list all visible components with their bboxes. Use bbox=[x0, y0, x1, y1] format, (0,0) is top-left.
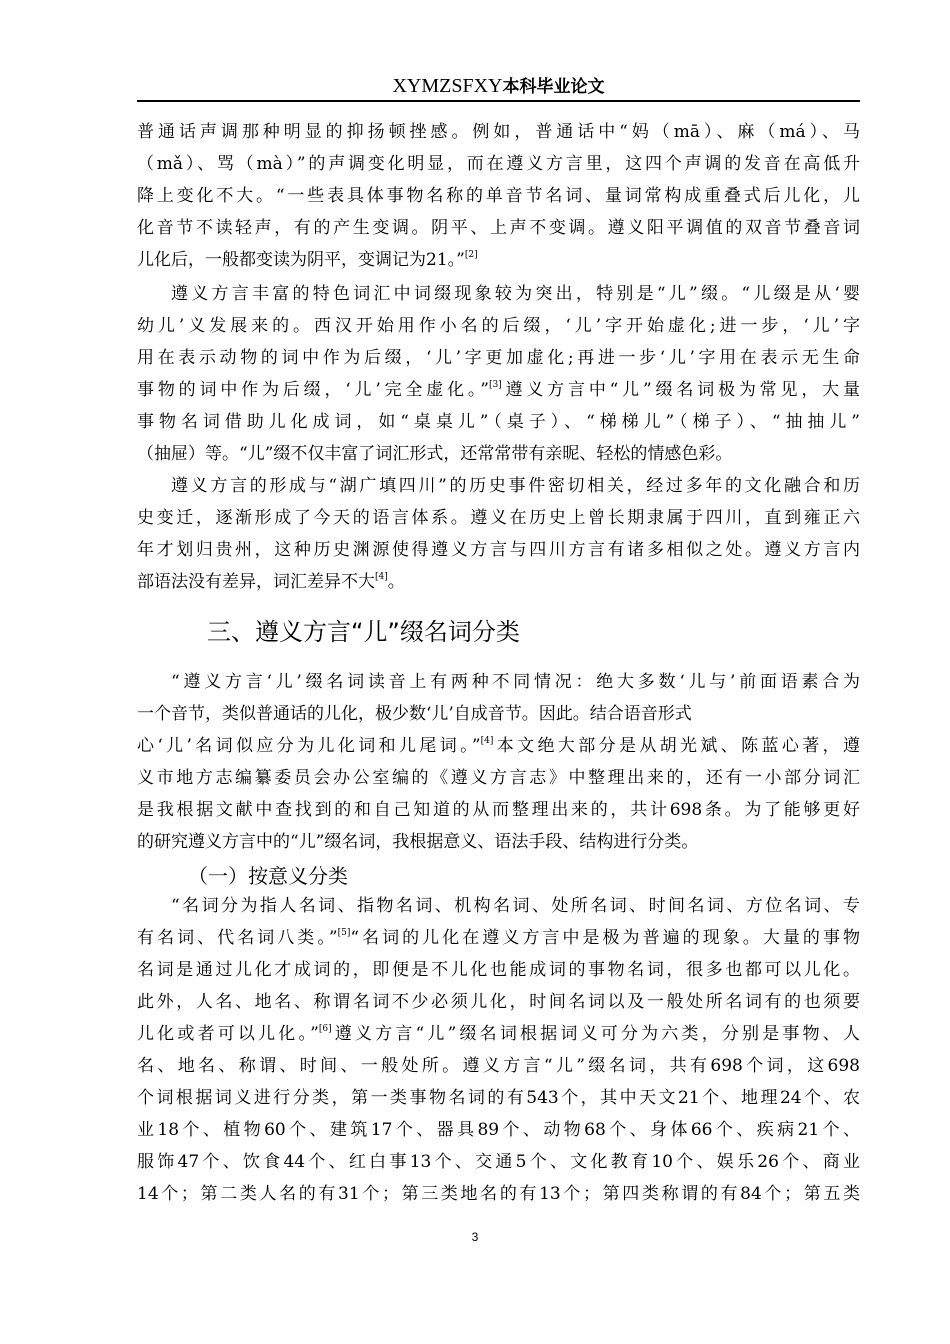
page-header bbox=[137, 72, 860, 102]
citation-ref: [6] bbox=[318, 1024, 332, 1034]
text-run: 儿化后，一般都变读为阴平，变调记为21。” bbox=[137, 250, 465, 270]
paragraph-3 bbox=[137, 470, 860, 598]
text-line bbox=[137, 730, 860, 762]
text-run: “名词的儿化在遵义方言中是极为普遍的现象。大量的事物 bbox=[350, 928, 860, 948]
text-line: （mǎ）、骂（mà）”的声调变化明显，而在遵义方言里，这四个声调的发音在高低升 bbox=[137, 154, 860, 174]
paragraph-5 bbox=[137, 890, 860, 1210]
text-line bbox=[137, 922, 860, 954]
text-run: 心‘儿’名词似应分为儿化词和儿尾词。” bbox=[137, 736, 481, 756]
citation-ref: [4] bbox=[480, 736, 494, 746]
text-line: 遵义方言的形成与“湖广填四川”的历史事件密切相关，经过多年的文化融合和历 bbox=[171, 476, 860, 496]
text-line bbox=[137, 566, 860, 598]
citation-ref: [4] bbox=[375, 572, 388, 582]
text-run: 。 bbox=[387, 572, 405, 592]
header-title: 本科毕业论文 bbox=[502, 77, 605, 97]
section-heading: 三、遵义方言“儿”缀名词分类 bbox=[207, 618, 520, 646]
subsection-heading: （一）按意义分类 bbox=[188, 864, 348, 888]
citation-ref: [2] bbox=[464, 250, 478, 260]
citation-ref: [5] bbox=[337, 928, 351, 938]
text-run: 本文绝大部分是从胡光斌、陈蓝心著，遵 bbox=[493, 736, 860, 756]
text-line: 幼儿’义发展来的。西汉开始用作小名的后缀，‘儿’字开始虚化;进一步，‘儿’字 bbox=[137, 316, 860, 336]
header-abbreviation: XYMZSFXY bbox=[392, 75, 503, 97]
text-line: 服饰47个、饮食44个、红白事13个、交通5个、文化教育10个、娱乐26个、商业 bbox=[137, 1152, 860, 1172]
text-line bbox=[137, 244, 860, 276]
citation-ref: [3] bbox=[488, 380, 502, 390]
text-line: 化音节不读轻声，有的产生变调。阴平、上声不变调。遵义阳平调值的双音节叠音词 bbox=[137, 218, 860, 238]
text-line: 此外，人名、地名、称谓名词不少必须儿化，时间名词以及一般处所名词有的也须要 bbox=[137, 992, 860, 1012]
text-line: 年才划归贵州，这种历史渊源使得遵义方言与四川方言有诸多相似之处。遵义方言内 bbox=[137, 540, 860, 560]
text-run: 部语法没有差异，词汇差异不大 bbox=[137, 572, 375, 592]
text-line: 名、地名、称谓、时间、一般处所。遵义方言“儿”缀名词，共有698个词，这698 bbox=[137, 1056, 860, 1076]
text-line bbox=[137, 1018, 860, 1050]
text-run: 遵义方言“儿”缀名词根据词义可分为六类，分别是事物、人 bbox=[331, 1024, 860, 1044]
paragraph-1 bbox=[137, 116, 860, 276]
text-line: 用在表示动物的词中作为后缀，‘儿’字更加虚化;再进一步‘儿’字用在表示无生命 bbox=[137, 348, 860, 368]
text-line: 事物名词借助儿化成词，如“桌桌儿”（桌子）、“梯梯儿”（梯子）、“抽抽儿” bbox=[137, 412, 860, 432]
text-line bbox=[137, 374, 860, 406]
paragraph-2 bbox=[137, 278, 860, 470]
text-line: 义市地方志编纂委员会办公室编的《遵义方言志》中整理出来的，还有一小部分词汇 bbox=[137, 768, 860, 788]
text-line: 降上变化不大。“一些表具体事物名称的单音节名词、量词常构成重叠式后儿化，儿 bbox=[137, 186, 860, 206]
text-line: “遵义方言‘儿’缀名词读音上有两种不同情况：绝大多数‘儿与’前面语素合为 bbox=[171, 672, 860, 692]
text-line: “名词分为指人名词、指物名词、机构名词、处所名词、时间名词、方位名词、专 bbox=[171, 896, 860, 916]
text-line: 的研究遵义方言中的“儿”缀名词，我根据意义、语法手段、结构进行分类。 bbox=[137, 832, 699, 852]
text-line: 是我根据文献中查找到的和自己知道的从而整理出来的，共计698条。为了能够更好 bbox=[137, 800, 860, 820]
text-line: 普通话声调那种明显的抑扬顿挫感。例如，普通话中“妈（mā）、麻（má）、马 bbox=[137, 122, 860, 142]
text-line: 史变迁，逐渐形成了今天的语言体系。遵义在历史上曾长期隶属于四川，直到雍正六 bbox=[137, 508, 860, 528]
text-line: 个词根据词义进行分类，第一类事物名词的有543个，其中天文21个、地理24个、农 bbox=[137, 1088, 860, 1108]
text-line: 遵义方言丰富的特色词汇中词缀现象较为突出，特别是“儿”缀。“儿缀是从‘婴 bbox=[171, 284, 860, 304]
page-number: 3 bbox=[471, 1230, 479, 1244]
text-line: 名词是通过儿化才成词的，即便是不儿化也能成词的事物名词，很多也都可以儿化。 bbox=[137, 960, 860, 980]
paragraph-4 bbox=[137, 666, 860, 858]
text-run: 遵义方言中“儿”缀名词极为常见，大量 bbox=[501, 380, 860, 400]
text-line: 14个；第二类人名的有31个；第三类地名的有13个；第四类称谓的有84个；第五类 bbox=[137, 1184, 860, 1204]
text-run: 有名词、代名词八类。” bbox=[137, 928, 338, 948]
text-run: 儿化或者可以儿化。” bbox=[137, 1024, 319, 1044]
text-line: （抽屉）等。“儿”缀不仅丰富了词汇形式，还常常带有亲昵、轻松的情感色彩。 bbox=[137, 444, 733, 464]
text-line: 一个音节，类似普通话的儿化，极少数‘儿’自成音节。因此。结合语音形式 bbox=[137, 704, 692, 724]
text-line: 业18个、植物60个、建筑17个、器具89个、动物68个、身体66个、疾病21个、 bbox=[137, 1120, 860, 1140]
text-run: 事物的词中作为后缀，‘儿’完全虚化。” bbox=[137, 380, 489, 400]
